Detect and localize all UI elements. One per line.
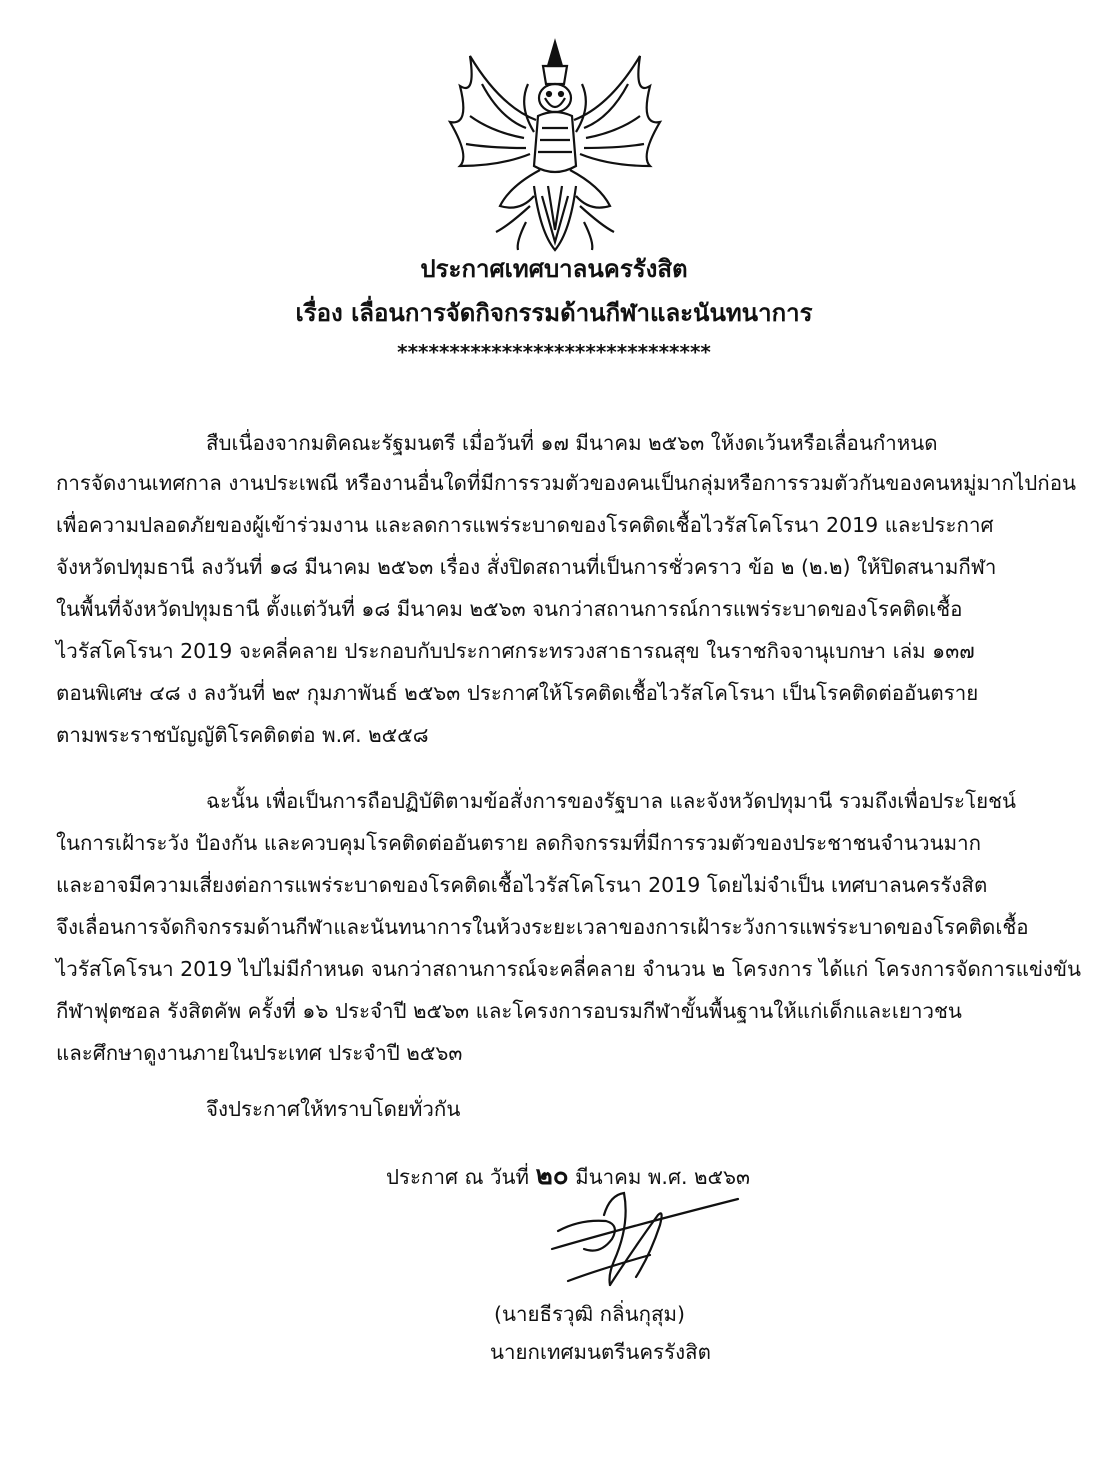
closing-statement: จึงประกาศให้ทราบโดยทั่วกัน [206, 1097, 461, 1121]
date-suffix: มีนาคม พ.ศ. ๒๕๖๓ [575, 1165, 751, 1189]
paragraph2-line: ไวรัสโคโรนา 2019 ไปไม่มีกำหนด จนกว่าสถานการณ์จะคลี่คลาย จำนวน ๒ โครงการ ได้แก่ โครงการจัดการแข่งขัน [56, 957, 1081, 981]
paragraph2-line: และอาจมีความเสี่ยงต่อการแพร่ระบาดของโรคติดเชื้อไวรัสโคโรนา 2019 โดยไม่จำเป็น เทศบาลนครรังสิต [56, 873, 988, 897]
signatory-name: (นายธีรวุฒิ กลิ่นกุสุม) [494, 1302, 686, 1326]
paragraph2-line: และศึกษาดูงานภายในประเทศ ประจำปี ๒๕๖๓ [56, 1041, 463, 1065]
paragraph1-line: ในพื้นที่จังหวัดปทุมธานี ตั้งแต่วันที่ ๑๘ มีนาคม ๒๕๖๓ จนกว่าสถานการณ์การแพร่ระบาดของโรคติดเชื้อ [56, 597, 963, 621]
garuda-emblem-icon [430, 36, 680, 256]
paragraph2-line: จึงเลื่อนการจัดกิจกรรมด้านกีฬาและนันทนาการในห้วงระยะเวลาของการเฝ้าระวังการแพร่ระบาดของโรคติดเชื้อ [56, 915, 1029, 939]
paragraph1-line: เพื่อความปลอดภัยของผู้เข้าร่วมงาน และลดการแพร่ระบาดของโรคติดเชื้อไวรัสโคโรนา 2019 และประกาศ [56, 513, 994, 537]
announcement-subject: เรื่อง เลื่อนการจัดกิจกรรมด้านกีฬาและนันทนาการ [295, 299, 813, 327]
date-day: ๒๐ [535, 1161, 569, 1191]
signatory-position: นายกเทศมนตรีนครรังสิต [490, 1340, 711, 1364]
paragraph1-line: ตอนพิเศษ ๔๘ ง ลงวันที่ ๒๙ กุมภาพันธ์ ๒๕๖๓ ประกาศให้โรคติดเชื้อไวรัสโคโรนา เป็นโรคติดต่ออันตราย [56, 681, 979, 705]
signature-mark [540, 1185, 740, 1295]
paragraph2-line: กีฬาฟุตซอล รังสิตคัพ ครั้งที่ ๑๖ ประจำปี ๒๕๖๓ และโครงการอบรมกีฬาขั้นพื้นฐานให้แก่เด็กและเยาวชน [56, 999, 962, 1023]
paragraph1-line: ไวรัสโคโรนา 2019 จะคลี่คลาย ประกอบกับประกาศกระทรวงสาธารณสุข ในราชกิจจานุเบกษา เล่ม ๑๓๗ [56, 639, 975, 663]
title-separator: ****************************** [397, 340, 711, 364]
paragraph1-line: จังหวัดปทุมธานี ลงวันที่ ๑๘ มีนาคม ๒๕๖๓ เรื่อง สั่งปิดสถานที่เป็นการชั่วคราว ข้อ ๒ (๒.๒) ให้ปิดสนามกีฬา [56, 555, 997, 579]
paragraph1-line: สืบเนื่องจากมติคณะรัฐมนตรี เมื่อวันที่ ๑๗ มีนาคม ๒๕๖๓ ให้งดเว้นหรือเลื่อนกำหนด [206, 431, 938, 455]
paragraph1-line: ตามพระราชบัญญัติโรคติดต่อ พ.ศ. ๒๕๕๘ [56, 723, 429, 747]
announcement-title: ประกาศเทศบาลนครรังสิต [420, 255, 688, 283]
date-prefix: ประกาศ ณ วันที่ [386, 1165, 530, 1189]
paragraph2-line: ในการเฝ้าระวัง ป้องกัน และควบคุมโรคติดต่ออันตราย ลดกิจกรรมที่มีการรวมตัวของประชาชนจำนวนมาก [56, 831, 982, 855]
paragraph1-line: การจัดงานเทศกาล งานประเพณี หรืองานอื่นใดที่มีการรวมตัวของคนเป็นกลุ่มหรือการรวมตัวกันของคนหมู่มากไปก่อน [56, 471, 1077, 495]
paragraph2-line: ฉะนั้น เพื่อเป็นการถือปฏิบัติตามข้อสั่งการของรัฐบาล และจังหวัดปทุมานี รวมถึงเพื่อประโยชน์ [206, 789, 1017, 813]
